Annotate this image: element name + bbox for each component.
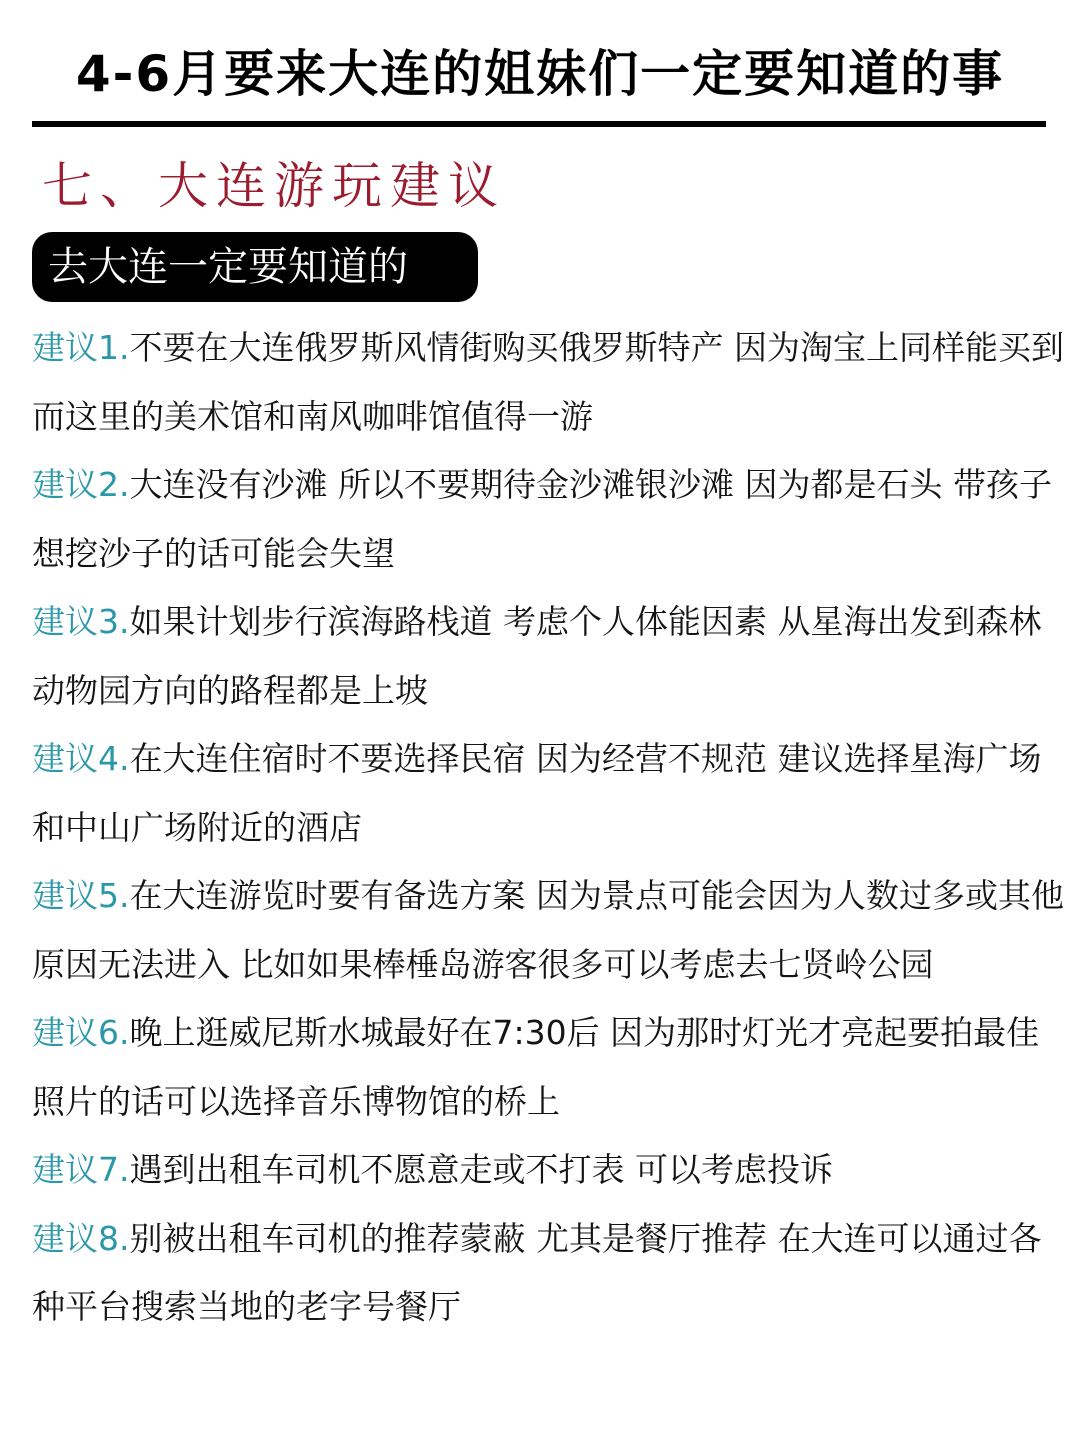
- tip-text: 大连没有沙滩 所以不要期待金沙滩银沙滩 因为都是石头 带孩子想挖沙子的话可能会失望: [32, 465, 1052, 573]
- tip-prefix: 建议6.: [32, 1013, 130, 1052]
- tip-item: [32, 588, 1072, 725]
- tip-item: [32, 862, 1072, 999]
- tip-prefix: 建议2.: [32, 465, 130, 504]
- tip-text: 在大连游览时要有备选方案 因为景点可能会因为人数过多或其他原因无法进入 比如如果棒棰岛游客很多可以考虑去七贤岭公园: [32, 876, 1064, 984]
- title-divider: [32, 121, 1046, 127]
- tip-text: 别被出租车司机的推荐蒙蔽 尤其是餐厅推荐 在大连可以通过各种平台搜索当地的老字号餐厅: [32, 1218, 1042, 1326]
- tip-text: 不要在大连俄罗斯风情街购买俄罗斯特产 因为淘宝上同样能买到 而这里的美术馆和南风咖啡馆值得一游: [32, 328, 1064, 436]
- tip-item: [32, 1205, 1072, 1342]
- tip-text: 晚上逛威尼斯水城最好在7:30后 因为那时灯光才亮起要拍最佳照片的话可以选择音乐博物馆的桥上: [32, 1013, 1040, 1121]
- tip-text: 如果计划步行滨海路栈道 考虑个人体能因素 从星海出发到森林动物园方向的路程都是上坡: [32, 602, 1042, 710]
- tip-prefix: 建议4.: [32, 739, 130, 778]
- tip-item: [32, 1136, 1072, 1205]
- tip-prefix: 建议3.: [32, 602, 130, 641]
- tip-item: [32, 725, 1072, 862]
- page-title: 4-6月要来大连的姐妹们一定要知道的事: [75, 45, 1005, 103]
- tip-prefix: 建议8.: [32, 1218, 130, 1258]
- tip-item: [32, 999, 1072, 1136]
- tip-text: 在大连住宿时不要选择民宿 因为经营不规范 建议选择星海广场和中山广场附近的酒店: [32, 739, 1042, 847]
- tip-prefix: 建议7.: [32, 1150, 130, 1189]
- tip-item: [32, 314, 1072, 451]
- tip-text: 遇到出租车司机不愿意走或不打表 可以考虑投诉: [129, 1150, 833, 1189]
- section-heading: 七、大连游玩建议: [42, 157, 506, 215]
- tips-list: [32, 314, 1072, 1342]
- tip-item: [32, 451, 1072, 588]
- tip-prefix: 建议5.: [32, 876, 130, 915]
- subheading-pill-label: 去大连一定要知道的: [48, 244, 408, 290]
- tip-prefix: 建议1.: [32, 328, 130, 367]
